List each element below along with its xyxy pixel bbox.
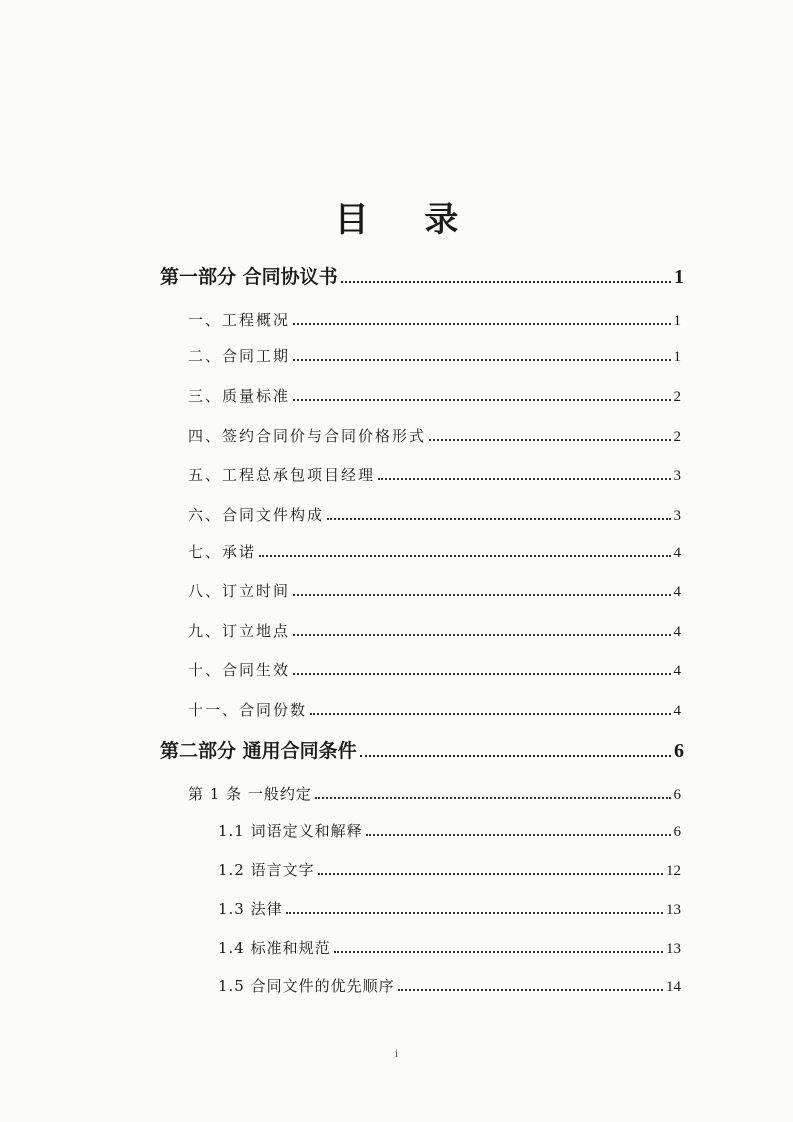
toc-entry-label: 五、工程总承包项目经理	[188, 466, 376, 484]
dot-leader	[293, 634, 670, 636]
toc-entry-label: 三、质量标准	[188, 387, 291, 405]
toc-entry-label: 1.1 词语定义和解释	[218, 822, 363, 840]
toc-entry[interactable]	[188, 541, 681, 562]
toc-entry-page: 6	[673, 787, 681, 803]
dot-leader	[327, 518, 670, 520]
dot-leader	[310, 713, 670, 715]
toc-entry[interactable]	[188, 464, 681, 485]
toc-entry[interactable]	[188, 699, 681, 720]
toc-entry-page: 4	[673, 545, 681, 561]
dot-leader	[318, 873, 663, 875]
toc-entry-label: 四、签约合同价与合同价格形式	[188, 427, 427, 445]
dot-leader	[286, 912, 663, 914]
toc-entry-label: 1.5 合同文件的优先顺序	[218, 977, 395, 995]
toc-entry-label: 七、承诺	[188, 543, 257, 561]
toc-entry-label: 一、工程概况	[188, 311, 291, 329]
toc-entry-page: 12	[666, 863, 681, 879]
toc-entry[interactable]	[218, 937, 681, 958]
toc-entry-label: 九、订立地点	[188, 622, 291, 640]
toc-entry-label: 1.2 语言文字	[218, 861, 315, 879]
dot-leader	[293, 359, 670, 361]
toc-entry-label: 六、合同文件构成	[188, 506, 325, 524]
toc-entry-page: 4	[673, 663, 681, 679]
toc-entry-page: 13	[666, 902, 681, 918]
toc-entry[interactable]	[188, 425, 681, 446]
toc-entry-page: 4	[673, 624, 681, 640]
toc-entry-label: 第 1 条 一般约定	[188, 785, 312, 803]
dot-leader	[378, 478, 670, 480]
toc-entry[interactable]	[188, 783, 681, 804]
toc-entry-page: 4	[673, 703, 681, 719]
toc-entry-label: 十一、合同份数	[188, 701, 308, 719]
toc-entry[interactable]	[188, 659, 681, 680]
dot-leader	[293, 323, 670, 325]
toc-entry-page: 3	[673, 468, 681, 484]
dot-leader	[429, 439, 670, 441]
toc-entry[interactable]	[188, 385, 681, 406]
toc-entry-page: 1	[674, 266, 684, 288]
dot-leader	[259, 555, 670, 557]
toc-entry[interactable]	[218, 820, 681, 841]
toc-entry-page: 1	[673, 313, 681, 329]
toc-entry[interactable]	[188, 504, 681, 525]
toc-entry-part-1[interactable]	[160, 262, 684, 289]
toc-entry-page: 2	[673, 429, 681, 445]
toc-entry-page: 14	[666, 979, 681, 995]
toc-entry-label: 十、合同生效	[188, 661, 291, 679]
dot-leader	[334, 951, 663, 953]
toc-entry-label: 1.3 法律	[218, 900, 283, 918]
page-title: 目 录	[334, 200, 481, 240]
dot-leader	[293, 673, 670, 675]
dot-leader	[293, 594, 670, 596]
toc-entry-label: 第二部分 通用合同条件	[160, 740, 357, 762]
toc-entry[interactable]	[218, 975, 681, 996]
toc-entry-label: 八、订立时间	[188, 582, 291, 600]
dot-leader	[360, 755, 671, 757]
footer-page-number: i	[394, 1046, 399, 1060]
toc-entry-part-2[interactable]	[160, 736, 684, 763]
toc-entry[interactable]	[188, 309, 681, 330]
toc-entry[interactable]	[188, 620, 681, 641]
toc-entry-page: 6	[673, 824, 681, 840]
toc-entry[interactable]	[188, 580, 681, 601]
toc-entry-page: 13	[666, 941, 681, 957]
dot-leader	[366, 834, 671, 836]
toc-entry[interactable]	[218, 859, 681, 880]
dot-leader	[315, 797, 671, 799]
toc-entry-label: 第一部分 合同协议书	[160, 266, 338, 288]
toc-entry-page: 1	[673, 349, 681, 365]
toc-entry-page: 6	[674, 740, 684, 762]
dot-leader	[341, 281, 671, 283]
toc-entry[interactable]	[188, 345, 681, 366]
dot-leader	[293, 399, 670, 401]
dot-leader	[398, 989, 663, 991]
toc-entry[interactable]	[218, 898, 681, 919]
toc-entry-label: 二、合同工期	[188, 347, 291, 365]
toc-entry-page: 3	[673, 508, 681, 524]
toc-entry-page: 2	[673, 389, 681, 405]
toc-entry-page: 4	[673, 584, 681, 600]
toc-entry-label: 1.4 标准和规范	[218, 939, 331, 957]
